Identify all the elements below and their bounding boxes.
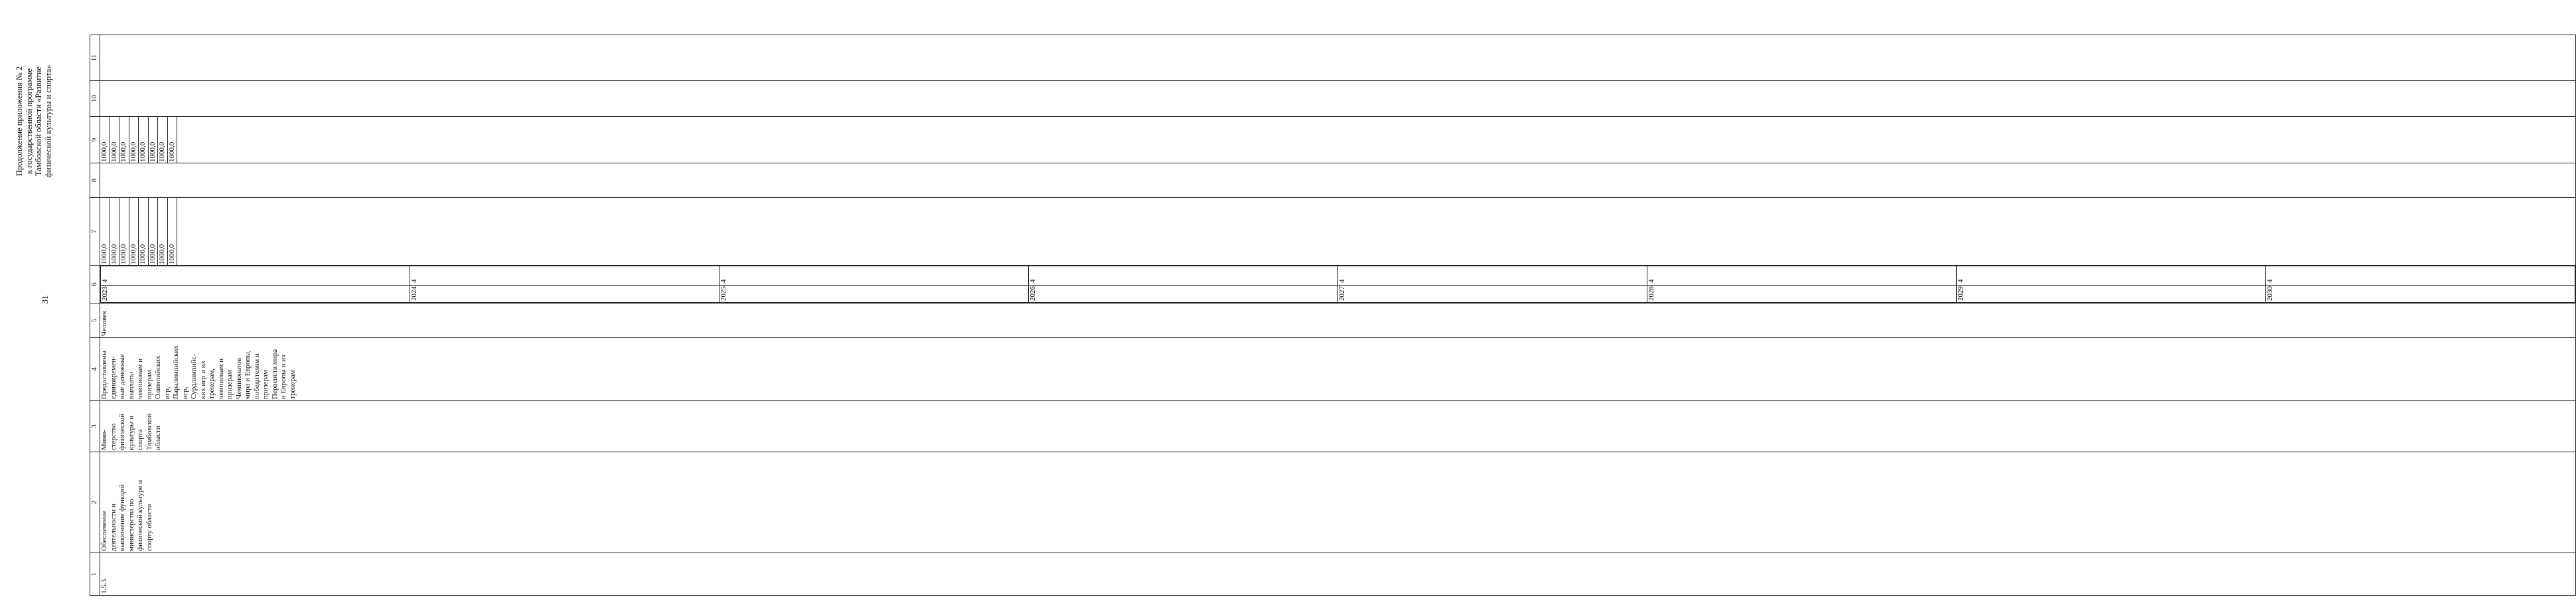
year-row [720, 266, 1029, 303]
table-row [100, 35, 2576, 596]
column-number: 4 [90, 338, 100, 401]
funding-value: 1000,0 [149, 198, 159, 265]
year: 2024 [410, 286, 720, 303]
appendix-note-line: Продолжение приложения № 2 [15, 66, 24, 177]
indicator-value: 4 [1957, 266, 2266, 286]
year-row [1957, 266, 2266, 303]
funding-value: 1000,0 [158, 198, 168, 265]
column-number-row [90, 35, 100, 596]
column-number: 6 [90, 266, 100, 303]
year: 2025 [720, 286, 1029, 303]
local-budget-cell [100, 81, 2576, 117]
regional-budget-cell [100, 117, 2576, 163]
funding-value: 1000,0 [119, 117, 129, 163]
column-number: 8 [90, 163, 100, 198]
indicator-value: 4 [1338, 266, 1647, 286]
year: 2028 [1647, 286, 1957, 303]
regional-budget-values [100, 117, 177, 163]
funding-value: 1000,0 [168, 198, 178, 265]
program-table [90, 35, 2576, 596]
appendix-note-line: физической культуры и спорта» [43, 64, 53, 178]
indicator-value: 4 [1647, 266, 1957, 286]
appendix-note-line: к государственной программе [24, 68, 34, 174]
column-number: 3 [90, 401, 100, 452]
year-row [1647, 266, 1957, 303]
funding-value: 1000,0 [100, 198, 110, 265]
activity-name-cell [100, 452, 2576, 553]
column-number: 7 [90, 198, 100, 266]
funding-value: 1000,0 [139, 117, 149, 163]
column-number: 1 [90, 553, 100, 596]
column-number: 9 [90, 117, 100, 163]
year-row [2266, 266, 2575, 303]
extrabudget-cell [100, 35, 2576, 81]
funding-value: 1000,0 [158, 117, 168, 163]
indicator-cell [100, 338, 2576, 401]
indicator-description: Предоставлены единовремен- ные денежные выплаты чемпионам и призерам Олимпийских игр, Паралимпийских игр, Сурдлимпийс- ких игр и их тренерам, чемпионам и призерам Чемпионатов мира и Европы, победителям и призерам Первенств мира и Европы и их тренерам [100, 345, 297, 399]
item-number-cell [100, 553, 2576, 596]
funding-value: 1000,0 [139, 198, 149, 265]
appendix-note [15, 20, 53, 222]
funding-total-cell [100, 198, 2576, 266]
year: 2029 [1957, 286, 2266, 303]
funding-value: 1000,0 [110, 198, 120, 265]
year-values-cell [100, 266, 2576, 303]
year: 2023 [101, 286, 410, 303]
unit-cell [100, 303, 2576, 338]
item-number: 1.5.3. [100, 577, 108, 594]
year-row [410, 266, 720, 303]
funding-value: 1000,0 [168, 117, 178, 163]
indicator-value: 4 [1029, 266, 1338, 286]
year-values-subtable [100, 266, 2575, 303]
year: 2026 [1029, 286, 1338, 303]
unit-of-measure: Человек [100, 310, 108, 336]
year: 2030 [2266, 286, 2575, 303]
responsible-executor: Мини- стерство физической культуры и спорта Тамбовской области [100, 413, 162, 450]
year-row [1029, 266, 1338, 303]
year-row [101, 266, 410, 303]
indicator-value: 4 [2266, 266, 2575, 286]
year: 2027 [1338, 286, 1647, 303]
column-number: 11 [90, 35, 100, 81]
funding-value: 1000,0 [149, 117, 159, 163]
column-number: 2 [90, 452, 100, 553]
funding-value: 1000,0 [119, 198, 129, 265]
activity-name: Обеспечение деятельности и выполнение функций министерства по физической культуре и спорту области [100, 479, 153, 551]
indicator-value: 4 [720, 266, 1029, 286]
year-row [1338, 266, 1647, 303]
funding-value: 1000,0 [129, 198, 139, 265]
page-number: 31 [40, 295, 50, 304]
appendix-note-line: Тамбовской области «Развитие [34, 66, 43, 177]
federal-budget-cell [100, 163, 2576, 198]
funding-value: 1000,0 [110, 117, 120, 163]
indicator-value: 4 [101, 266, 410, 286]
responsible-cell [100, 401, 2576, 452]
column-number: 10 [90, 81, 100, 117]
indicator-value: 4 [410, 266, 720, 286]
column-number: 5 [90, 303, 100, 338]
funding-value: 1000,0 [129, 117, 139, 163]
funding-total-values [100, 198, 177, 265]
funding-value: 1000,0 [100, 117, 110, 163]
